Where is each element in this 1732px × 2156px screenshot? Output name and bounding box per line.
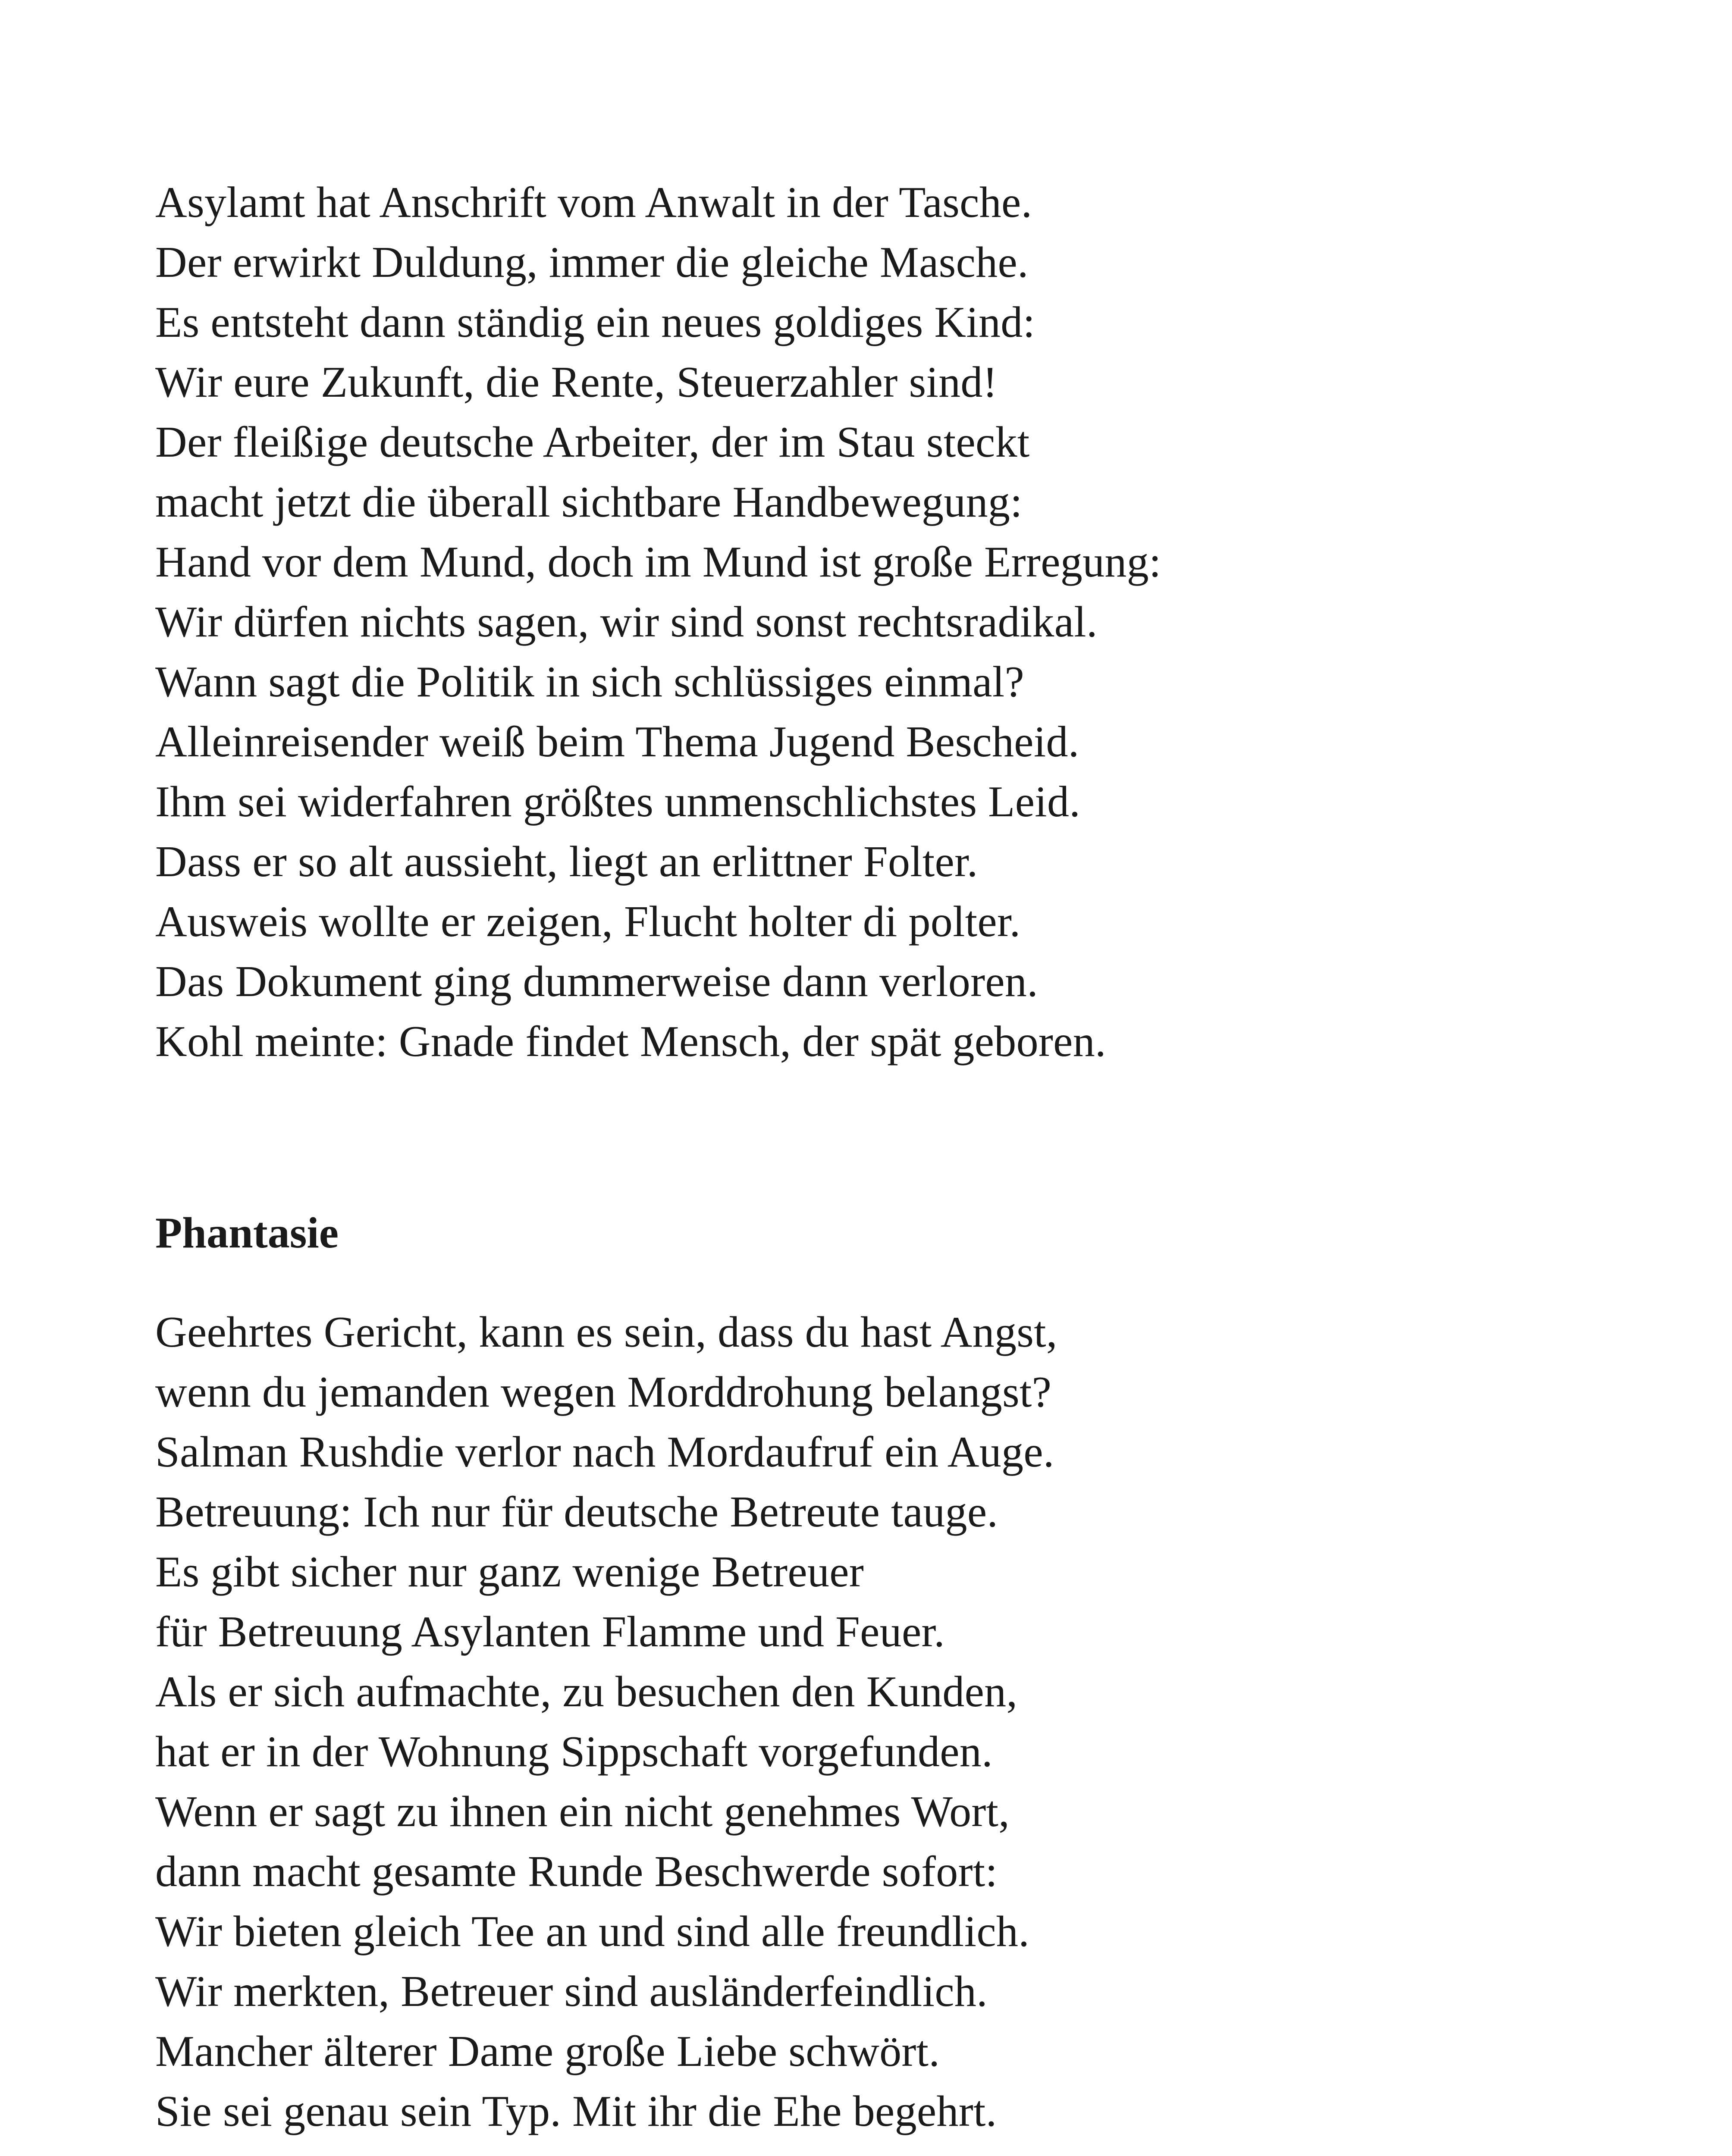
poem-line: Wann sagt die Politik in sich schlüssiges einmal? xyxy=(155,658,1025,706)
poem-line: wenn du jemanden wegen Morddrohung belangst? xyxy=(155,1368,1052,1416)
poem-line: dann macht gesamte Runde Beschwerde sofort: xyxy=(155,1847,998,1896)
poem-line: Der erwirkt Duldung, immer die gleiche Masche. xyxy=(155,238,1029,287)
poem-line: Ihm sei widerfahren größtes unmenschlichstes Leid. xyxy=(155,777,1081,826)
poem-line: Alleinreisender weiß beim Thema Jugend Bescheid. xyxy=(155,718,1079,766)
poem-line: Wenn er sagt zu ihnen ein nicht genehmes Wort, xyxy=(155,1787,1010,1836)
poem-line: Dass er so alt aussieht, liegt an erlittner Folter. xyxy=(155,837,978,886)
poem-title: Phantasie xyxy=(155,1209,339,1257)
poem-line: Wir dürfen nichts sagen, wir sind sonst rechtsradikal. xyxy=(155,598,1098,646)
poem-line: Wir merkten, Betreuer sind ausländerfeindlich. xyxy=(155,1967,988,2016)
poem-line: macht jetzt die überall sichtbare Handbewegung: xyxy=(155,478,1023,526)
poem-line: Der fleißige deutsche Arbeiter, der im Stau steckt xyxy=(155,418,1030,467)
poem-line: hat er in der Wohnung Sippschaft vorgefunden. xyxy=(155,1727,993,1776)
poem-continued-stanza xyxy=(155,172,1161,1072)
poem-line: Das Dokument ging dummerweise dann verloren. xyxy=(155,957,1039,1006)
poem-line: Hand vor dem Mund, doch im Mund ist große Erregung: xyxy=(155,538,1161,586)
poem-line: Asylamt hat Anschrift vom Anwalt in der Tasche. xyxy=(155,178,1032,227)
poem-line: Wir bieten gleich Tee an und sind alle freundlich. xyxy=(155,1907,1030,1956)
poem-line: Sie sei genau sein Typ. Mit ihr die Ehe begehrt. xyxy=(155,2087,997,2136)
poem-line: Salman Rushdie verlor nach Mordaufruf ein Auge. xyxy=(155,1428,1054,1476)
poem-line: Es gibt sicher nur ganz wenige Betreuer xyxy=(155,1548,864,1596)
poem-line: für Betreuung Asylanten Flamme und Feuer. xyxy=(155,1608,945,1656)
poem-line: Es entsteht dann ständig ein neues goldiges Kind: xyxy=(155,298,1035,347)
poem-line: Kohl meinte: Gnade findet Mensch, der spät geboren. xyxy=(155,1017,1106,1066)
poem-line: Geehrtes Gericht, kann es sein, dass du hast Angst, xyxy=(155,1308,1057,1357)
poem-phantasie-stanza xyxy=(155,1302,1057,2141)
poem-line: Als er sich aufmachte, zu besuchen den Kunden, xyxy=(155,1667,1018,1716)
poem-line: Wir eure Zukunft, die Rente, Steuerzahler sind! xyxy=(155,358,998,407)
poem-line: Mancher älterer Dame große Liebe schwört. xyxy=(155,2027,940,2076)
poem-line: Ausweis wollte er zeigen, Flucht holter di polter. xyxy=(155,897,1021,946)
poem-line: Betreuung: Ich nur für deutsche Betreute tauge. xyxy=(155,1488,998,1536)
